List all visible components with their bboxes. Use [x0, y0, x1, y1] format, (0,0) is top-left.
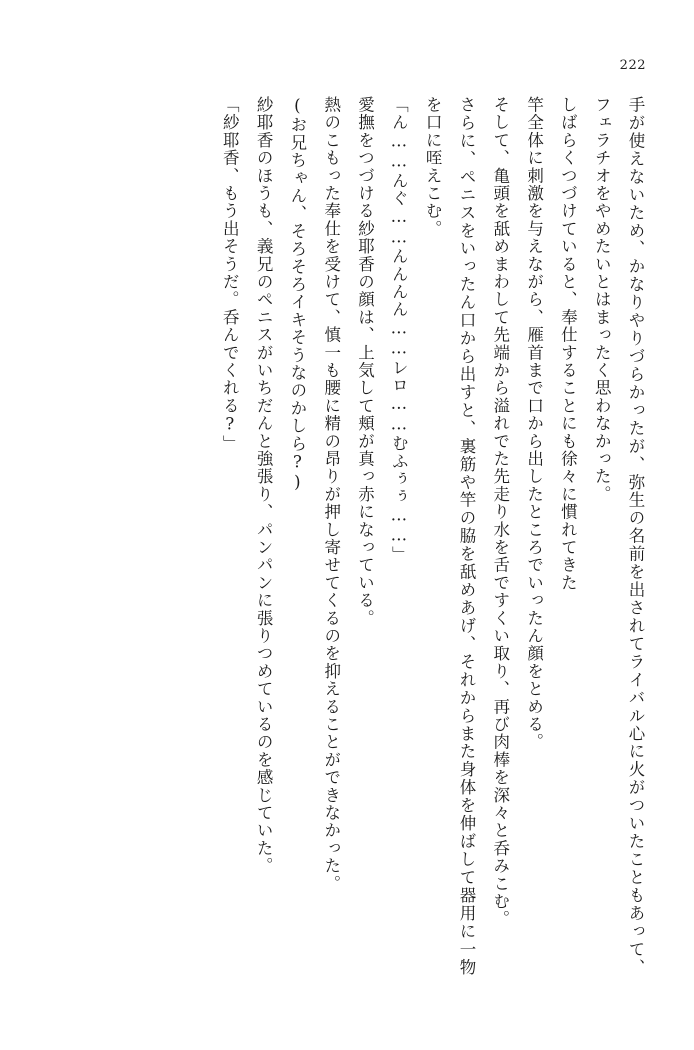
- paragraph: 竿全体に刺激を与えながら、雁首まで口から出したところでいったん顔をとめる。: [524, 96, 544, 751]
- paragraph: 紗耶香のほうも、義兄のペニスがいちだんと強張り、パンパンに張りつめているのを感じていた。: [254, 96, 274, 875]
- paragraph: そして、亀頭を舐めまわして先端から溢れでた先走り水を舌ですくい取り、再び肉棒を深々と呑みこむ。: [490, 96, 510, 928]
- paragraph: (お兄ちゃん、そろそろイキそうなのかしら?): [287, 96, 307, 493]
- paragraph: さらに、ペニスをいったん口から出すと、裏筋や竿の脇を舐めあげ、それからまた身体を伸ばして器用に一物を口に咥えこむ。: [423, 96, 476, 976]
- body-text: [56, 96, 652, 976]
- paragraph: 手が使えないため、かなりやりづらかったが、弥生の名前を出されてライバル心に火がついたこともあって、フェラチオをやめたいとはまったく思わなかった。: [592, 96, 645, 976]
- paragraph: 愛撫をつづける紗耶香の顔は、上気して頬が真っ赤になっている。: [355, 96, 375, 627]
- paragraph: 「紗耶香、もう出そうだ。呑んでくれる?」: [220, 96, 240, 453]
- paragraph: しばらくつづけていると、奉仕することにも徐々に慣れてきた: [558, 96, 578, 592]
- page-number: 222: [619, 58, 646, 73]
- paragraph: 「ん……んぐ……んんんん……レロ……むふぅぅ……」: [389, 96, 409, 564]
- paragraph: 熱のこもった奉仕を受けて、慎一も腰に精の昂りが押し寄せてくるのを抑えることができなかった。: [321, 96, 341, 893]
